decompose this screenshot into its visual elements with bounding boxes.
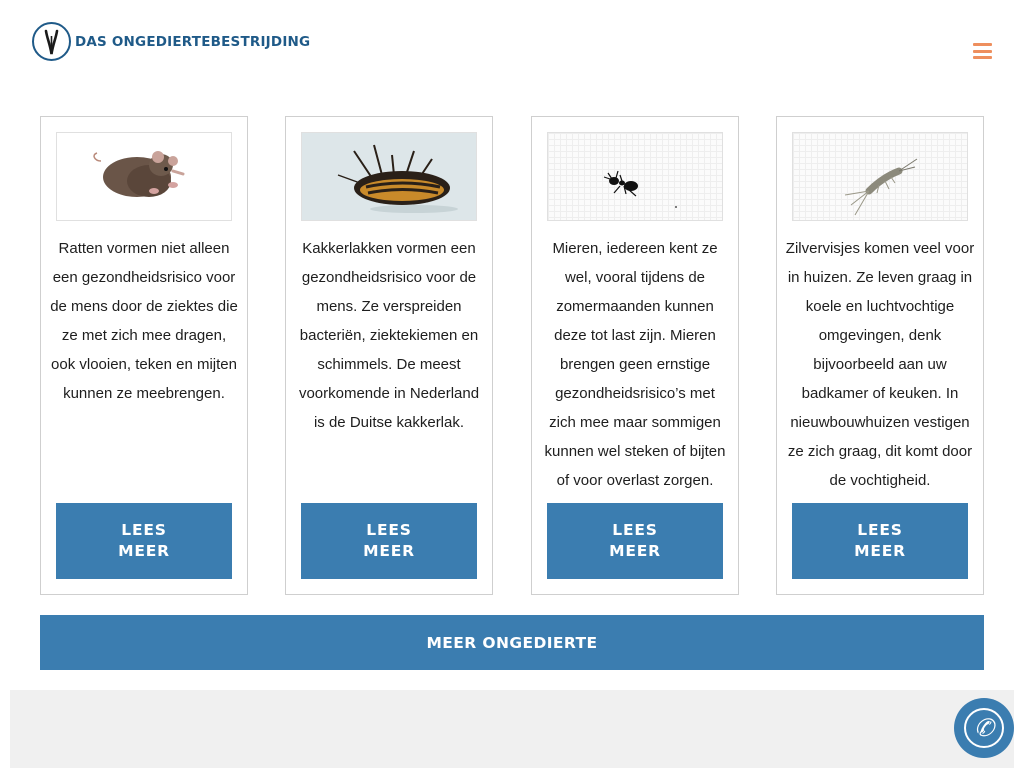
card-text: Zilvervisjes komen veel voor in huizen. Ze leven graag in koele en luchtvochtige omgevingen, denk bijvoorbeeld aan uw badkamer of keuken. In nieuwbouwhuizen vestigen ze zich graag, dit komt door de vochtigheid. (785, 240, 975, 489)
card-text: Ratten vormen niet alleen een gezondheidsrisico voor de mens door de ziektes die ze met zich mee dragen, ook vlooien, teken en mijten kunnen ze meebrengen. (50, 240, 238, 402)
logo-text: DAS ONGEDIERTEBESTRIJDING (75, 33, 311, 50)
card-ants (531, 116, 739, 595)
ant-image (547, 132, 723, 221)
site-header (0, 0, 1024, 90)
cockroach-image (301, 132, 477, 221)
read-more-button[interactable]: LEES MEER (56, 503, 232, 579)
rat-image (56, 132, 232, 221)
card-rats (40, 116, 248, 595)
pest-cards (40, 116, 984, 595)
card-text: Mieren, iedereen kent ze wel, vooral tijdens de zomermaanden kunnen deze tot last zijn. Mieren brengen geen ernstige gezondheidsrisico’s met zich mee maar sommigen kunnen wel steken of bijten of voor overlast zorgen. (544, 240, 726, 489)
read-more-button[interactable]: LEES MEER (547, 503, 723, 579)
call-button[interactable] (954, 698, 1014, 758)
card-silverfish (776, 116, 984, 595)
silverfish-image (792, 132, 968, 221)
footer-band (10, 690, 1014, 768)
more-pests-button[interactable]: MEER ONGEDIERTE (40, 615, 984, 670)
card-cockroaches (285, 116, 493, 595)
phone-icon: ✆ (964, 708, 1004, 748)
read-more-button[interactable]: LEES MEER (301, 503, 477, 579)
card-text: Kakkerlakken vormen een gezondheidsrisico voor de mens. Ze verspreiden bacteriën, ziektekiemen en schimmels. De meest voorkomende in Nederland is de Duitse kakkerlak. (298, 240, 480, 431)
site-logo[interactable] (32, 22, 310, 61)
read-more-button[interactable]: LEES MEER (792, 503, 968, 579)
hamburger-icon[interactable] (973, 43, 992, 59)
logo-mark-icon (32, 22, 71, 61)
